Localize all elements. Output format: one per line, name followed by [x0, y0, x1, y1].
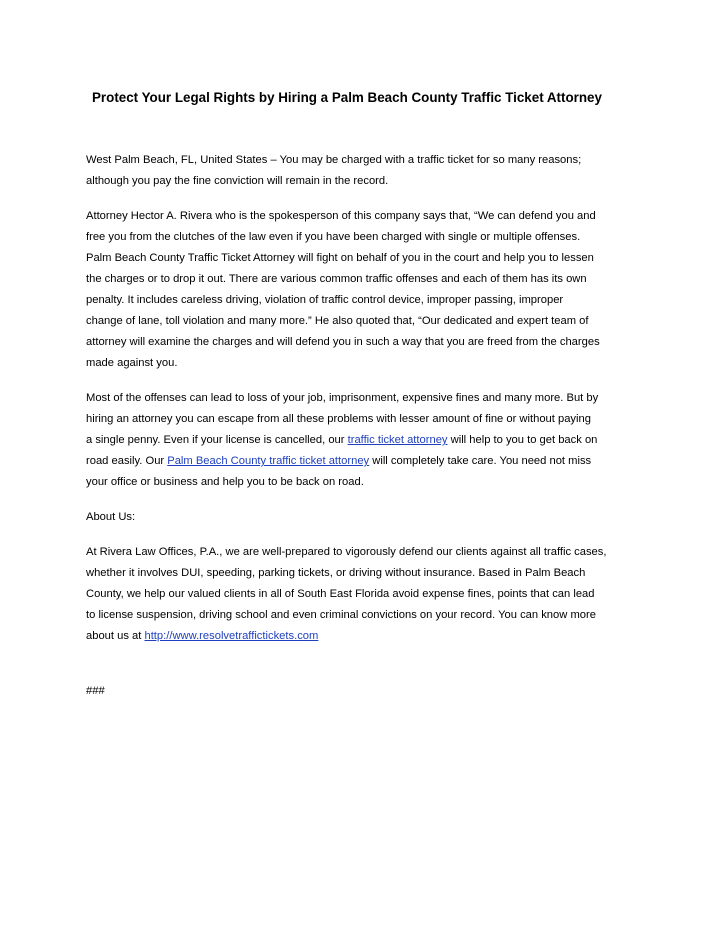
- paragraph-1-line-1: West Palm Beach, FL, United States – You may be charged with a traffic ticket for so many reasons;: [86, 154, 582, 166]
- paragraph-2-line-6: change of lane, toll violation and many more.” He also quoted that, “Our dedicated and expert team of: [86, 315, 589, 327]
- paragraph-3-line-3-text: a single penny. Even if your license is cancelled, our: [86, 434, 348, 446]
- paragraph-4-line-1: At Rivera Law Offices, P.A., we are well-prepared to vigorously defend our clients against all traffic cases,: [86, 546, 607, 558]
- document-title: Protect Your Legal Rights by Hiring a Palm Beach County Traffic Ticket Attorney: [92, 90, 602, 105]
- traffic-ticket-attorney-link[interactable]: traffic ticket attorney: [347, 434, 448, 446]
- paragraph-3-line-5: your office or business and help you to be back on road.: [86, 476, 364, 488]
- paragraph-1-line-2: although you pay the fine conviction will remain in the record.: [86, 175, 389, 187]
- paragraph-4-line-3: County, we help our valued clients in all of South East Florida avoid expense fines, points that can lead: [86, 588, 595, 600]
- end-mark: ###: [86, 685, 105, 697]
- paragraph-3-line-4-text: road easily. Our: [86, 455, 168, 467]
- paragraph-2-line-3: Palm Beach County Traffic Ticket Attorney will fight on behalf of you in the court and help you to lessen: [86, 252, 594, 264]
- paragraph-4-line-5: [86, 626, 318, 646]
- paragraph-4-line-2: whether it involves DUI, speeding, parking tickets, or driving without insurance. Based in Palm Beach: [86, 567, 586, 579]
- paragraph-3-line-3-text-after: will help to you to get back on: [447, 434, 598, 446]
- paragraph-3-line-2: hiring an attorney you can escape from all these problems with lesser amount of fine or without paying: [86, 413, 591, 425]
- paragraph-2-line-1: Attorney Hector A. Rivera who is the spokesperson of this company says that, “We can defend you and: [86, 210, 596, 222]
- paragraph-2-line-4: the charges or to drop it out. There are various common traffic offenses and each of them has its own: [86, 273, 587, 285]
- paragraph-3-line-1: Most of the offenses can lead to loss of your job, imprisonment, expensive fines and many more. But by: [86, 392, 599, 404]
- paragraph-3-line-4-text-after: will completely take care. You need not miss: [369, 455, 592, 467]
- paragraph-4-line-4: to license suspension, driving school and even criminal convictions on your record. You can know more: [86, 609, 596, 621]
- paragraph-3-line-4: [86, 451, 591, 471]
- paragraph-2-line-7: attorney will examine the charges and will defend you in such a way that you are freed from the charges: [86, 336, 600, 348]
- paragraph-2-line-2: free you from the clutches of the law even if you have been charged with single or multiple offenses.: [86, 231, 581, 243]
- paragraph-3-line-3: [86, 430, 597, 450]
- palm-beach-attorney-link[interactable]: Palm Beach County traffic ticket attorney: [167, 455, 370, 467]
- website-link[interactable]: http://www.resolvetraffictickets.com: [144, 630, 319, 642]
- paragraph-2-line-8: made against you.: [86, 357, 178, 369]
- about-heading: About Us:: [86, 511, 136, 523]
- paragraph-2-line-5: penalty. It includes careless driving, violation of traffic control device, improper passing, improper: [86, 294, 564, 306]
- paragraph-4-line-5-text: about us at: [86, 630, 145, 642]
